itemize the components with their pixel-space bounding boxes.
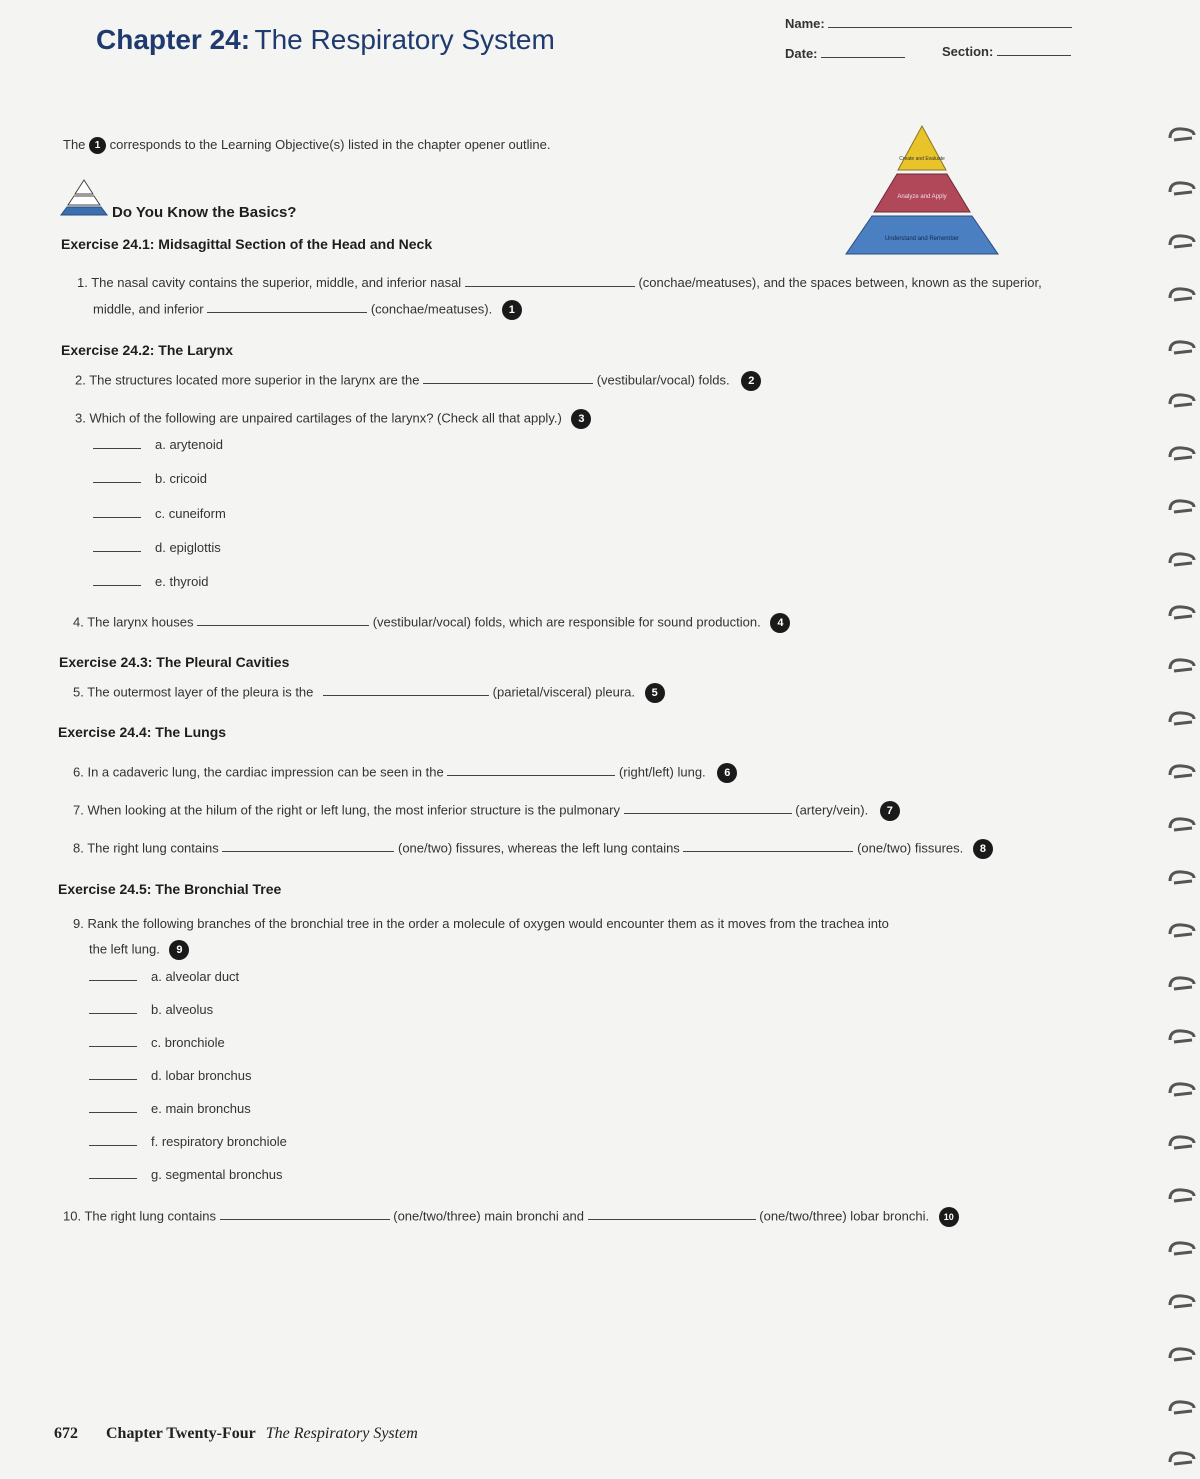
spiral-ring-icon — [1168, 1081, 1196, 1099]
page-number: 672 — [54, 1425, 78, 1442]
section-field — [942, 44, 1071, 59]
q5-blank[interactable] — [323, 695, 489, 696]
objective-badge: 8 — [973, 839, 993, 859]
q10-text-c: (one/two/three) lobar bronchi. — [759, 1208, 930, 1224]
q10-blank-1[interactable] — [220, 1219, 390, 1220]
spiral-ring-icon — [1168, 1346, 1196, 1364]
spiral-ring-icon — [1168, 551, 1196, 569]
question-1-line-1 — [77, 275, 1042, 290]
q3-option-c[interactable]: c. cuneiform — [93, 506, 226, 521]
objective-badge: 5 — [645, 683, 665, 703]
q4-text-a: 4. The larynx houses — [73, 614, 194, 630]
spiral-ring-icon — [1168, 1399, 1196, 1417]
footer-chapter: Chapter Twenty-Four — [106, 1425, 256, 1442]
section-blank[interactable] — [997, 55, 1071, 56]
answer-blank[interactable] — [89, 1178, 137, 1179]
q3-option-b[interactable]: b. cricoid — [93, 471, 207, 486]
spiral-ring-icon — [1168, 180, 1196, 198]
q4-text-b: (vestibular/vocal) folds, which are responsible for sound production. — [372, 614, 761, 630]
q10-text-a: 10. The right lung contains — [63, 1208, 216, 1224]
q8-text-a: 8. The right lung contains — [73, 840, 219, 856]
objective-badge: 7 — [880, 801, 900, 821]
q9-text-b: the left lung. — [89, 941, 160, 957]
q9-option-f[interactable]: f. respiratory bronchiole — [89, 1134, 287, 1149]
legend-suffix: corresponds to the Learning Objective(s) listed in the chapter opener outline. — [109, 137, 551, 152]
question-7 — [73, 801, 900, 821]
spiral-ring-icon — [1168, 286, 1196, 304]
objective-badge: 2 — [741, 371, 761, 391]
q1-text-d: (conchae/meatuses). — [370, 301, 493, 317]
spiral-ring-icon — [1168, 1450, 1196, 1468]
exercise-24-5-title: Exercise 24.5: The Bronchial Tree — [58, 881, 282, 897]
legend-note — [63, 137, 550, 154]
question-8 — [73, 839, 993, 859]
question-1-line-2 — [93, 300, 522, 320]
q10-blank-2[interactable] — [588, 1219, 756, 1220]
q2-text-a: 2. The structures located more superior in the larynx are the — [75, 372, 420, 388]
q6-text-a: 6. In a cadaveric lung, the cardiac impression can be seen in the — [73, 764, 444, 780]
answer-blank[interactable] — [89, 1079, 137, 1080]
question-5 — [73, 683, 665, 703]
q1-text-a: 1. The nasal cavity contains the superior, middle, and inferior nasal — [77, 275, 462, 290]
date-blank[interactable] — [821, 57, 905, 58]
spiral-ring-icon — [1168, 922, 1196, 940]
spiral-ring-icon — [1168, 1134, 1196, 1152]
q8-text-b: (one/two) fissures, whereas the left lung contains — [398, 840, 680, 856]
exercise-24-2-title: Exercise 24.2: The Larynx — [61, 342, 233, 358]
pyramid-top-tier — [898, 126, 946, 170]
q9-option-a[interactable]: a. alveolar duct — [89, 969, 239, 984]
answer-blank[interactable] — [89, 1013, 137, 1014]
spiral-ring-icon — [1168, 816, 1196, 834]
answer-blank[interactable] — [93, 517, 141, 518]
question-6 — [73, 763, 737, 783]
objective-badge: 1 — [502, 300, 522, 320]
answer-blank[interactable] — [89, 980, 137, 981]
footer-title: The Respiratory System — [265, 1425, 418, 1442]
q3-option-d[interactable]: d. epiglottis — [93, 540, 221, 555]
answer-blank[interactable] — [89, 1145, 137, 1146]
pyramid-middle-label: Analyze and Apply — [897, 194, 947, 200]
objective-badge: 1 — [89, 137, 106, 154]
q6-text-b: (right/left) lung. — [618, 764, 706, 780]
answer-blank[interactable] — [89, 1112, 137, 1113]
name-label: Name: — [785, 16, 825, 31]
spiral-ring-icon — [1168, 339, 1196, 357]
q3-text: 3. Which of the following are unpaired cartilages of the larynx? (Check all that apply.) — [75, 410, 562, 426]
q1-text-c: middle, and inferior — [93, 301, 204, 317]
answer-blank[interactable] — [93, 551, 141, 552]
question-9-line-2 — [89, 940, 189, 960]
answer-blank[interactable] — [89, 1046, 137, 1047]
q5-text-a: 5. The outermost layer of the pleura is the — [73, 684, 314, 700]
q7-text-a: 7. When looking at the hilum of the right or left lung, the most inferior structure is the pulmonary — [73, 802, 620, 818]
q8-blank-1[interactable] — [222, 851, 394, 852]
q6-blank[interactable] — [447, 775, 615, 776]
pyramid-bottom-tier — [846, 216, 998, 254]
q9-option-g[interactable]: g. segmental bronchus — [89, 1167, 283, 1182]
q9-option-c[interactable]: c. bronchiole — [89, 1035, 225, 1050]
spiral-ring-icon — [1168, 710, 1196, 728]
name-blank[interactable] — [828, 27, 1072, 28]
objective-badge: 10 — [939, 1207, 959, 1227]
q9-option-e[interactable]: e. main bronchus — [89, 1101, 251, 1116]
objective-badge: 6 — [717, 763, 737, 783]
date-label: Date: — [785, 46, 818, 61]
spiral-ring-icon — [1168, 657, 1196, 675]
spiral-ring-icon — [1168, 126, 1196, 144]
q2-blank[interactable] — [423, 383, 593, 384]
q2-text-b: (vestibular/vocal) folds. — [596, 372, 730, 388]
chapter-number: Chapter 24: — [96, 24, 251, 55]
objective-badge: 3 — [571, 409, 591, 429]
q10-text-b: (one/two/three) main bronchi and — [393, 1208, 585, 1224]
name-field — [785, 16, 1072, 31]
q9-option-d[interactable]: d. lobar bronchus — [89, 1068, 251, 1083]
answer-blank[interactable] — [93, 482, 141, 483]
spiral-ring-icon — [1168, 1028, 1196, 1046]
question-3 — [75, 409, 591, 429]
spiral-ring-icon — [1168, 498, 1196, 516]
spiral-ring-icon — [1168, 1187, 1196, 1205]
spiral-ring-icon — [1168, 604, 1196, 622]
spiral-ring-icon — [1168, 869, 1196, 887]
q8-blank-2[interactable] — [683, 851, 853, 852]
pyramid-middle-tier — [874, 174, 970, 212]
question-4 — [73, 613, 790, 633]
legend-prefix: The — [63, 137, 86, 152]
page-footer — [54, 1425, 418, 1443]
basics-heading: Do You Know the Basics? — [112, 204, 297, 221]
answer-blank[interactable] — [93, 585, 141, 586]
q7-blank[interactable] — [624, 813, 792, 814]
spiral-ring-icon — [1168, 1293, 1196, 1311]
objective-badge: 4 — [770, 613, 790, 633]
answer-blank[interactable] — [93, 448, 141, 449]
mini-pyramid-icon — [60, 178, 108, 216]
pyramid-top-label: Create and Evaluate — [899, 156, 945, 162]
spiral-ring-icon — [1168, 975, 1196, 993]
q1-blank-2[interactable] — [207, 312, 367, 313]
objective-badge: 9 — [169, 940, 189, 960]
pyramid-bottom-label: Understand and Remember — [884, 236, 960, 242]
q4-blank[interactable] — [197, 625, 369, 626]
question-9-line-1: 9. Rank the following branches of the bronchial tree in the order a molecule of oxygen would encounter them as it moves from the trachea into — [73, 916, 889, 931]
spiral-ring-icon — [1168, 763, 1196, 781]
q1-blank-1[interactable] — [465, 286, 635, 287]
spiral-ring-icon — [1168, 392, 1196, 410]
q9-option-b[interactable]: b. alveolus — [89, 1002, 213, 1017]
spiral-ring-icon — [1168, 233, 1196, 251]
question-10 — [63, 1207, 959, 1227]
q7-text-b: (artery/vein). — [795, 802, 869, 818]
exercise-24-4-title: Exercise 24.4: The Lungs — [58, 724, 227, 740]
date-field — [785, 46, 905, 61]
exercise-24-3-title: Exercise 24.3: The Pleural Cavities — [59, 654, 290, 670]
spiral-ring-icon — [1168, 445, 1196, 463]
q8-text-c: (one/two) fissures. — [857, 840, 964, 856]
q1-text-b: (conchae/meatuses), and the spaces between, known as the superior, — [638, 275, 1042, 290]
chapter-title: The Respiratory System — [254, 24, 555, 55]
q3-option-a[interactable]: a. arytenoid — [93, 437, 223, 452]
page-title — [96, 24, 555, 56]
q5-text-b: (parietal/visceral) pleura. — [492, 684, 635, 700]
bloom-pyramid-graphic — [842, 124, 1002, 256]
exercise-24-1-title: Exercise 24.1: Midsagittal Section of the Head and Neck — [61, 236, 433, 252]
spiral-ring-icon — [1168, 1240, 1196, 1258]
question-2 — [75, 371, 761, 391]
section-label: Section: — [942, 44, 994, 59]
q3-option-e[interactable]: e. thyroid — [93, 574, 208, 589]
